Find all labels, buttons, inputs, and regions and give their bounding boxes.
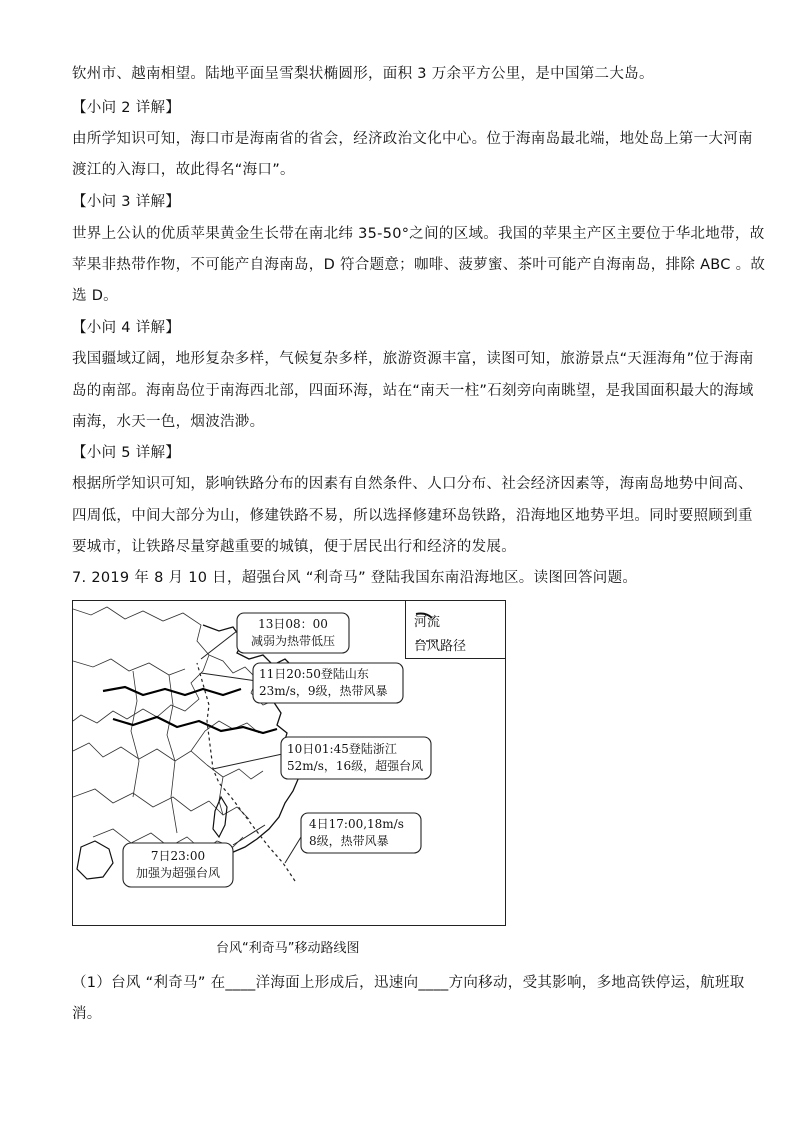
paragraph-line: 四周低，中间大部分为山，修建铁路不易，所以选择修建环岛铁路，沿海地区地势平坦。同时要照顾到重 [72, 508, 753, 524]
callout-7th [131, 848, 225, 882]
question-line: 消。 [72, 1006, 102, 1022]
callout-line: 4日17:00,18m/s [309, 817, 404, 831]
legend-typhoon-path-label: 台风路径 [414, 639, 467, 654]
question-intro: 7. 2019 年 8 月 10 日，超强台风 “利奇马” 登陆我国东南沿海地区。读图回答问题。 [72, 570, 638, 586]
legend-row-typhoon-path [414, 635, 466, 654]
river-symbol-icon [414, 611, 440, 623]
section-heading: 【小问 5 详解】 [72, 445, 181, 461]
paragraph-line: 由所学知识可知，海口市是海南省的省会，经济政治文化中心。位于海南岛最北端，地处岛上第一大河南 [72, 131, 753, 147]
paragraph-line: 我国疆域辽阔，地形复杂多样，气候复杂多样，旅游资源丰富，读图可知，旅游景点“天涯海角”位于海南 [72, 351, 754, 367]
callout-line: 7日23:00 [150, 849, 206, 863]
paragraph-line: 苹果非热带作物，不可能产自海南岛，D 符合题意；咖啡、菠萝蜜、茶叶可能产自海南岛，排除 ABC 。故 [72, 257, 766, 273]
section-heading: 【小问 3 详解】 [72, 194, 181, 210]
taiwan-island [213, 797, 227, 837]
callout-4th [309, 816, 404, 850]
typhoon-track-map [72, 600, 506, 926]
coastline [157, 625, 299, 865]
callout-line: 52m/s，16级，超强台风 [287, 759, 424, 773]
callout-10th [287, 741, 423, 775]
callout-13th [245, 616, 341, 650]
hainan-island [77, 841, 113, 879]
section-heading: 【小问 4 详解】 [72, 320, 181, 336]
map-caption: 台风“利奇马”移动路线图 [216, 941, 360, 956]
callout-line: 减弱为热带低压 [250, 634, 335, 648]
paragraph-line: 世界上公认的优质苹果黄金生长带在南北纬 35-50°之间的区域。我国的苹果主产区主要位于华北地带，故 [72, 226, 765, 242]
paragraph-line: 岛的南部。海南岛位于南海西北部，四面环海，站在“南天一柱”石刻旁向南眺望，是我国面积最大的海域 [72, 383, 754, 399]
paragraph-line: 根据所学知识可知，影响铁路分布的因素有自然条件、人口分布、社会经济因素等，海南岛地势中间高、 [72, 476, 753, 492]
legend-row-river [414, 611, 440, 630]
question-line: （1）台风 “利奇马” 在____洋海面上形成后，迅速向____方向移动，受其影响，多地高铁停运，航班取 [72, 975, 745, 991]
paragraph-line: 南海，水天一色，烟波浩渺。 [72, 414, 265, 430]
section-heading: 【小问 2 详解】 [72, 100, 181, 116]
paragraph-line: 选 D。 [72, 288, 118, 304]
callout-line: 8级，热带风暴 [309, 834, 389, 848]
paragraph-line: 渡江的入海口，故此得名“海口”。 [72, 162, 295, 178]
callout-line: 23m/s，9级，热带风暴 [259, 684, 388, 698]
dashed-line-icon [414, 635, 440, 647]
paragraph-line: 钦州市、越南相望。陆地平面呈雪梨状椭圆形，面积 3 万余平方公里，是中国第二大岛。 [72, 66, 654, 82]
map-legend [405, 601, 505, 659]
callout-11th [259, 666, 388, 700]
callout-line: 10日01:45登陆浙江 [287, 742, 397, 756]
callout-line: 加强为超强台风 [135, 866, 220, 880]
callout-line: 13日08：00 [258, 617, 328, 631]
paragraph-line: 要城市，让铁路尽量穿越重要的城镇，便于居民出行和经济的发展。 [72, 539, 516, 555]
callout-line: 11日20:50登陆山东 [259, 667, 369, 681]
legend-river-label: 河流 [414, 615, 441, 630]
